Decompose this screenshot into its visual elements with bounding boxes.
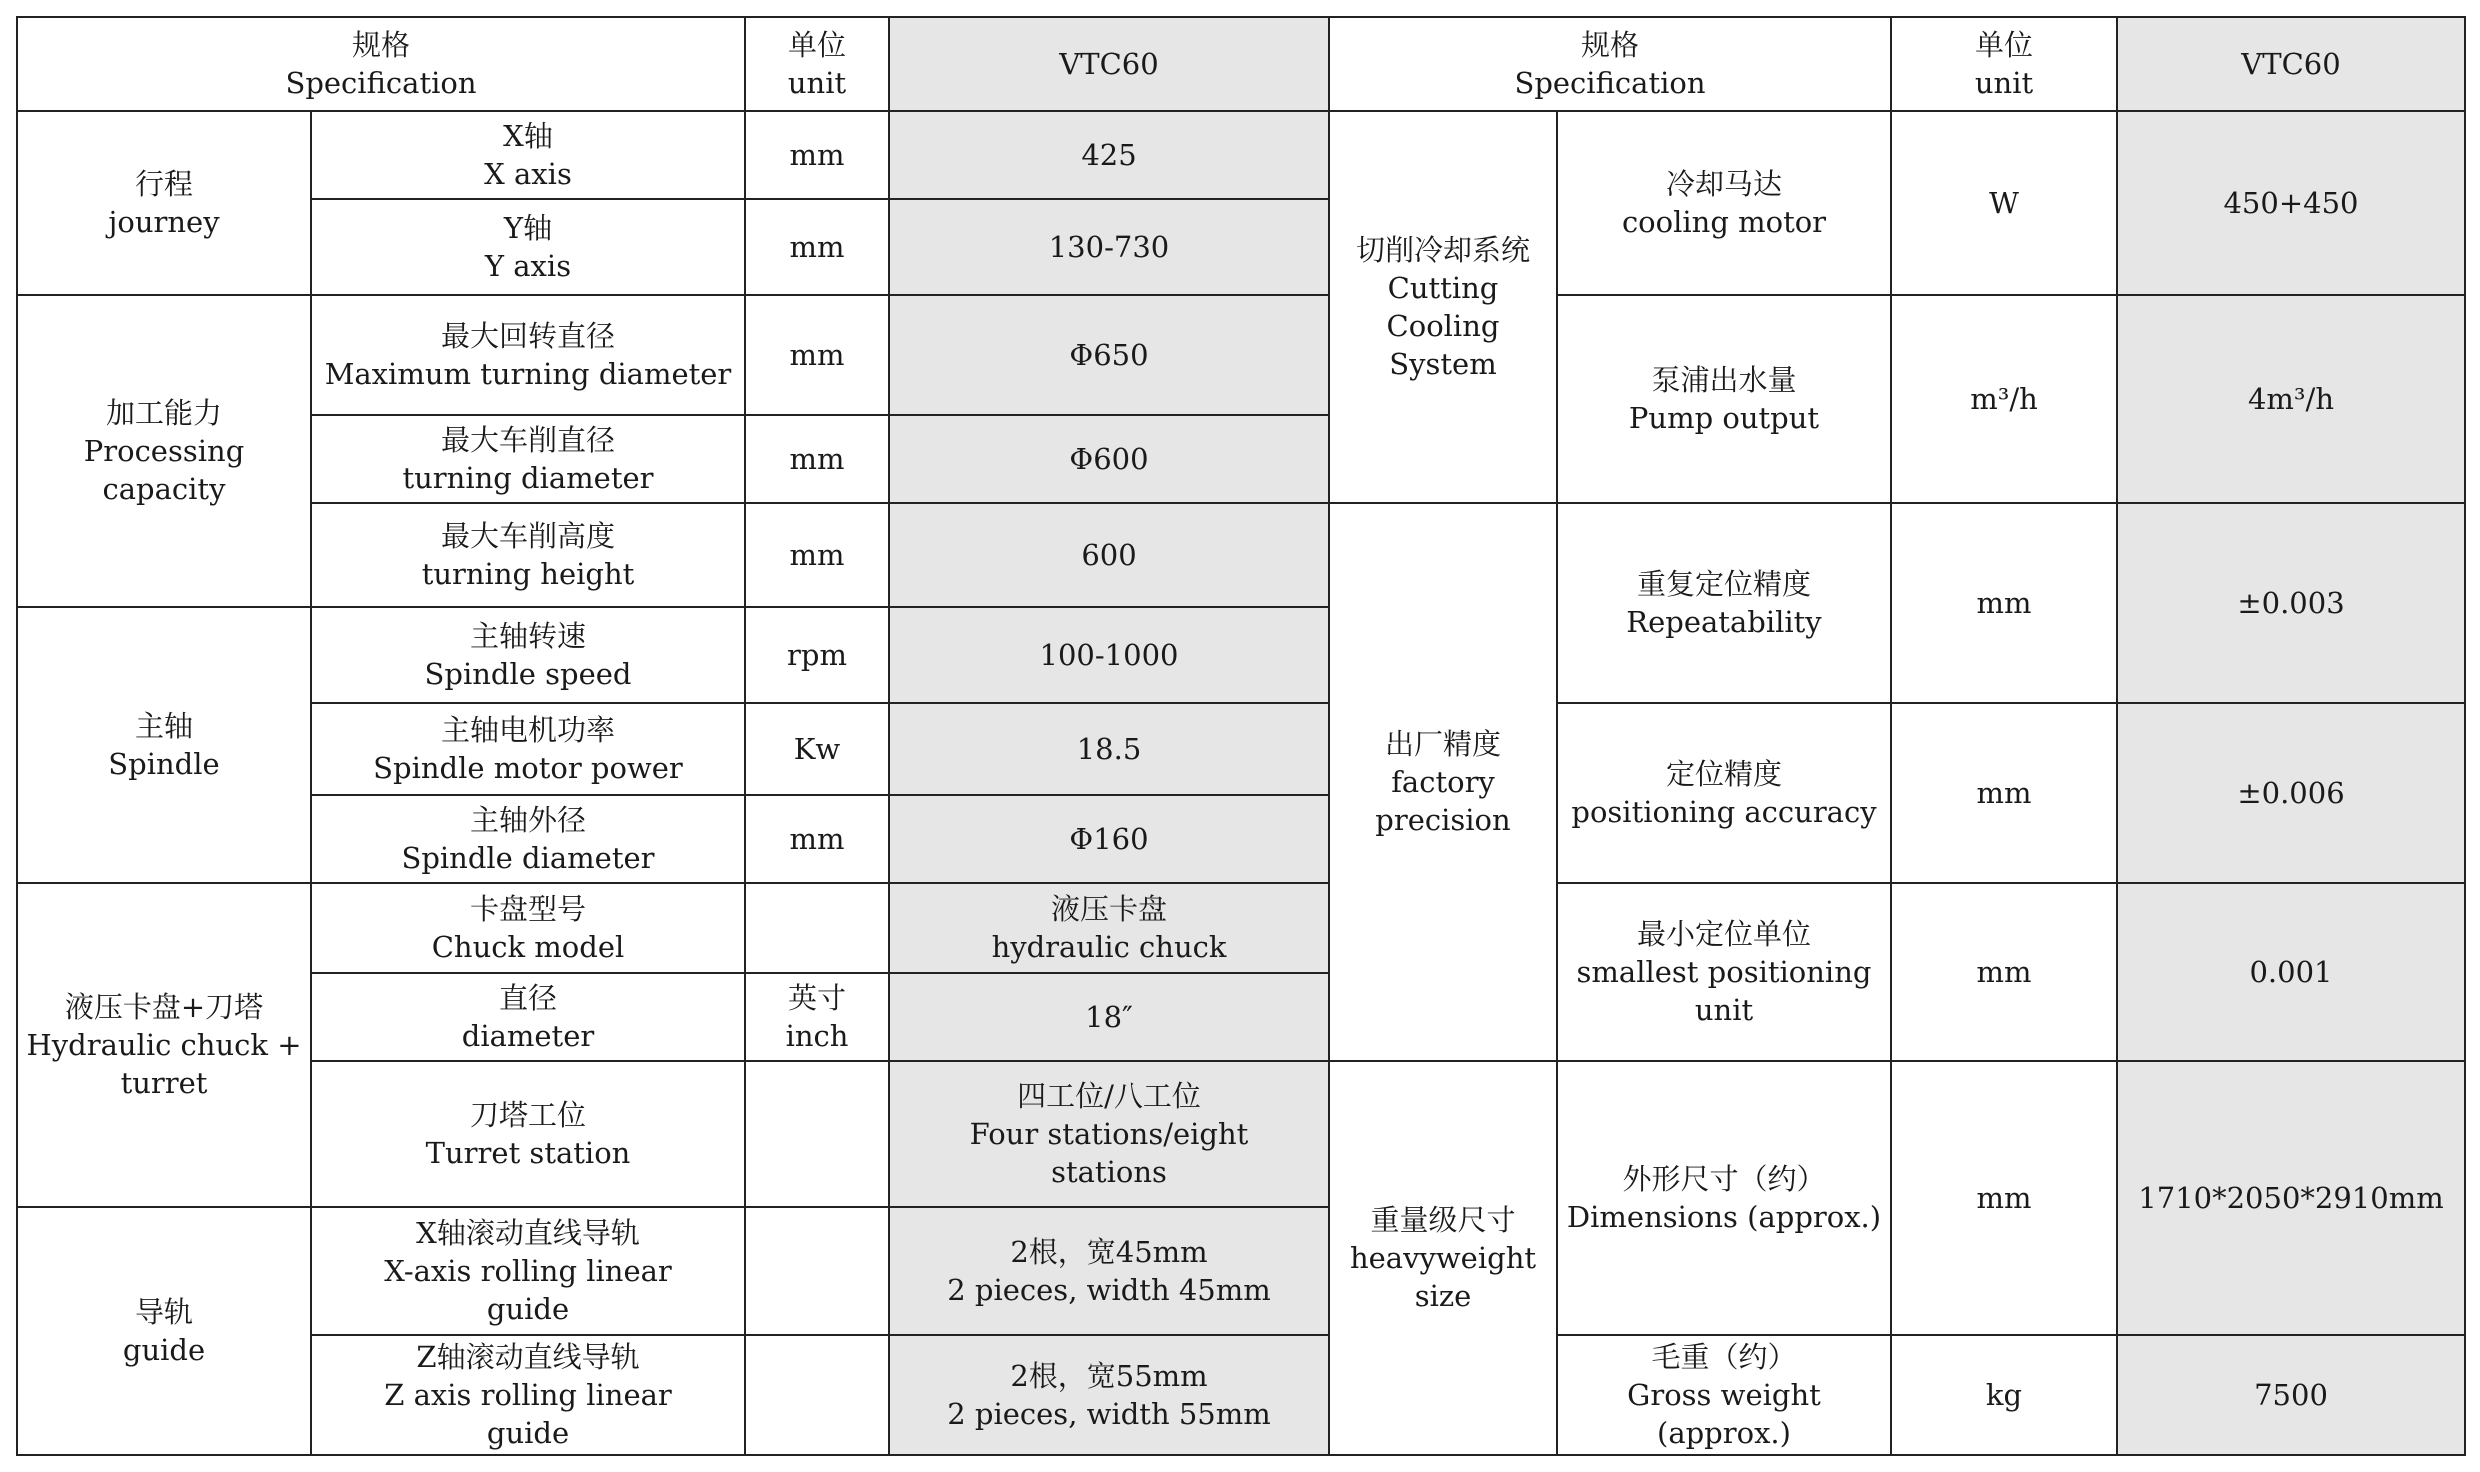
- spec-repeatability: 重复定位精度 Repeatability: [1557, 503, 1891, 703]
- unit-cooling-motor: W: [1891, 111, 2117, 295]
- table-row: [17, 703, 2465, 795]
- spec-smallest-positioning-unit: 最小定位单位 smallest positioning unit: [1557, 883, 1891, 1061]
- header-spec-right: 规格 Specification: [1329, 17, 1891, 111]
- unit-positioning-accuracy: mm: [1891, 703, 2117, 883]
- spec-spindle-motor-power: 主轴电机功率 Spindle motor power: [311, 703, 745, 795]
- value-max-turning-diameter: Φ650: [889, 295, 1329, 415]
- group-guide: 导轨 guide: [17, 1207, 311, 1455]
- spec-x-axis-rail: X轴滚动直线导轨 X-axis rolling linear guide: [311, 1207, 745, 1335]
- unit-smallest-positioning-unit: mm: [1891, 883, 2117, 1061]
- group-factory-precision: 出厂精度 factory precision: [1329, 503, 1557, 1061]
- spec-turning-height: 最大车削高度 turning height: [311, 503, 745, 607]
- unit-gross-weight: kg: [1891, 1335, 2117, 1455]
- unit-turret-station: [745, 1061, 889, 1207]
- value-turning-height: 600: [889, 503, 1329, 607]
- spec-y-axis: Y轴 Y axis: [311, 199, 745, 295]
- value-x-axis-rail: 2根，宽45mm 2 pieces, width 45mm: [889, 1207, 1329, 1335]
- group-heavyweight-size: 重量级尺寸 heavyweight size: [1329, 1061, 1557, 1455]
- value-dimensions: 1710*2050*2910mm: [2117, 1061, 2465, 1335]
- header-spec-left: 规格 Specification: [17, 17, 745, 111]
- spec-positioning-accuracy: 定位精度 positioning accuracy: [1557, 703, 1891, 883]
- group-cooling: 切削冷却系统 Cutting Cooling System: [1329, 111, 1557, 503]
- group-hydraulic-chuck-turret: 液压卡盘+刀塔 Hydraulic chuck + turret: [17, 883, 311, 1207]
- spec-turning-diameter: 最大车削直径 turning diameter: [311, 415, 745, 503]
- value-spindle-speed: 100-1000: [889, 607, 1329, 703]
- unit-chuck-model: [745, 883, 889, 973]
- unit-dimensions: mm: [1891, 1061, 2117, 1335]
- value-positioning-accuracy: ±0.006: [2117, 703, 2465, 883]
- value-gross-weight: 7500: [2117, 1335, 2465, 1455]
- unit-max-turning-diameter: mm: [745, 295, 889, 415]
- unit-y-axis: mm: [745, 199, 889, 295]
- header-unit-left: 单位 unit: [745, 17, 889, 111]
- header-model-left: VTC60: [889, 17, 1329, 111]
- value-pump-output: 4m³/h: [2117, 295, 2465, 503]
- value-y-axis: 130-730: [889, 199, 1329, 295]
- value-cooling-motor: 450+450: [2117, 111, 2465, 295]
- table-row: [17, 111, 2465, 199]
- unit-turning-height: mm: [745, 503, 889, 607]
- spec-dimensions: 外形尺寸（约） Dimensions (approx.): [1557, 1061, 1891, 1335]
- table-row: [17, 1335, 2465, 1455]
- group-processing-capacity: 加工能力 Processing capacity: [17, 295, 311, 607]
- spec-pump-output: 泵浦出水量 Pump output: [1557, 295, 1891, 503]
- group-spindle: 主轴 Spindle: [17, 607, 311, 883]
- value-spindle-motor-power: 18.5: [889, 703, 1329, 795]
- unit-repeatability: mm: [1891, 503, 2117, 703]
- unit-x-axis-rail: [745, 1207, 889, 1335]
- spec-spindle-diameter: 主轴外径 Spindle diameter: [311, 795, 745, 883]
- value-smallest-positioning-unit: 0.001: [2117, 883, 2465, 1061]
- header-model-right: VTC60: [2117, 17, 2465, 111]
- value-turning-diameter: Φ600: [889, 415, 1329, 503]
- header-row: [17, 17, 2465, 111]
- table-row: [17, 883, 2465, 973]
- spec-max-turning-diameter: 最大回转直径 Maximum turning diameter: [311, 295, 745, 415]
- spec-chuck-diameter: 直径 diameter: [311, 973, 745, 1061]
- value-repeatability: ±0.003: [2117, 503, 2465, 703]
- value-chuck-model: 液压卡盘 hydraulic chuck: [889, 883, 1329, 973]
- unit-pump-output: m³/h: [1891, 295, 2117, 503]
- value-spindle-diameter: Φ160: [889, 795, 1329, 883]
- unit-spindle-motor-power: Kw: [745, 703, 889, 795]
- specification-table: [16, 16, 2466, 1456]
- value-x-axis: 425: [889, 111, 1329, 199]
- spec-gross-weight: 毛重（约） Gross weight (approx.): [1557, 1335, 1891, 1455]
- value-chuck-diameter: 18″: [889, 973, 1329, 1061]
- header-unit-right: 单位 unit: [1891, 17, 2117, 111]
- table-row: [17, 295, 2465, 415]
- table-row: [17, 1061, 2465, 1207]
- unit-x-axis: mm: [745, 111, 889, 199]
- unit-chuck-diameter: 英寸 inch: [745, 973, 889, 1061]
- spec-z-axis-rail: Z轴滚动直线导轨 Z axis rolling linear guide: [311, 1335, 745, 1455]
- unit-turning-diameter: mm: [745, 415, 889, 503]
- table-row: [17, 503, 2465, 607]
- spec-spindle-speed: 主轴转速 Spindle speed: [311, 607, 745, 703]
- value-z-axis-rail: 2根，宽55mm 2 pieces, width 55mm: [889, 1335, 1329, 1455]
- group-journey: 行程 journey: [17, 111, 311, 295]
- unit-spindle-speed: rpm: [745, 607, 889, 703]
- unit-spindle-diameter: mm: [745, 795, 889, 883]
- spec-chuck-model: 卡盘型号 Chuck model: [311, 883, 745, 973]
- spec-cooling-motor: 冷却马达 cooling motor: [1557, 111, 1891, 295]
- spec-turret-station: 刀塔工位 Turret station: [311, 1061, 745, 1207]
- unit-z-axis-rail: [745, 1335, 889, 1455]
- value-turret-station: 四工位/八工位 Four stations/eight stations: [889, 1061, 1329, 1207]
- spec-x-axis: X轴 X axis: [311, 111, 745, 199]
